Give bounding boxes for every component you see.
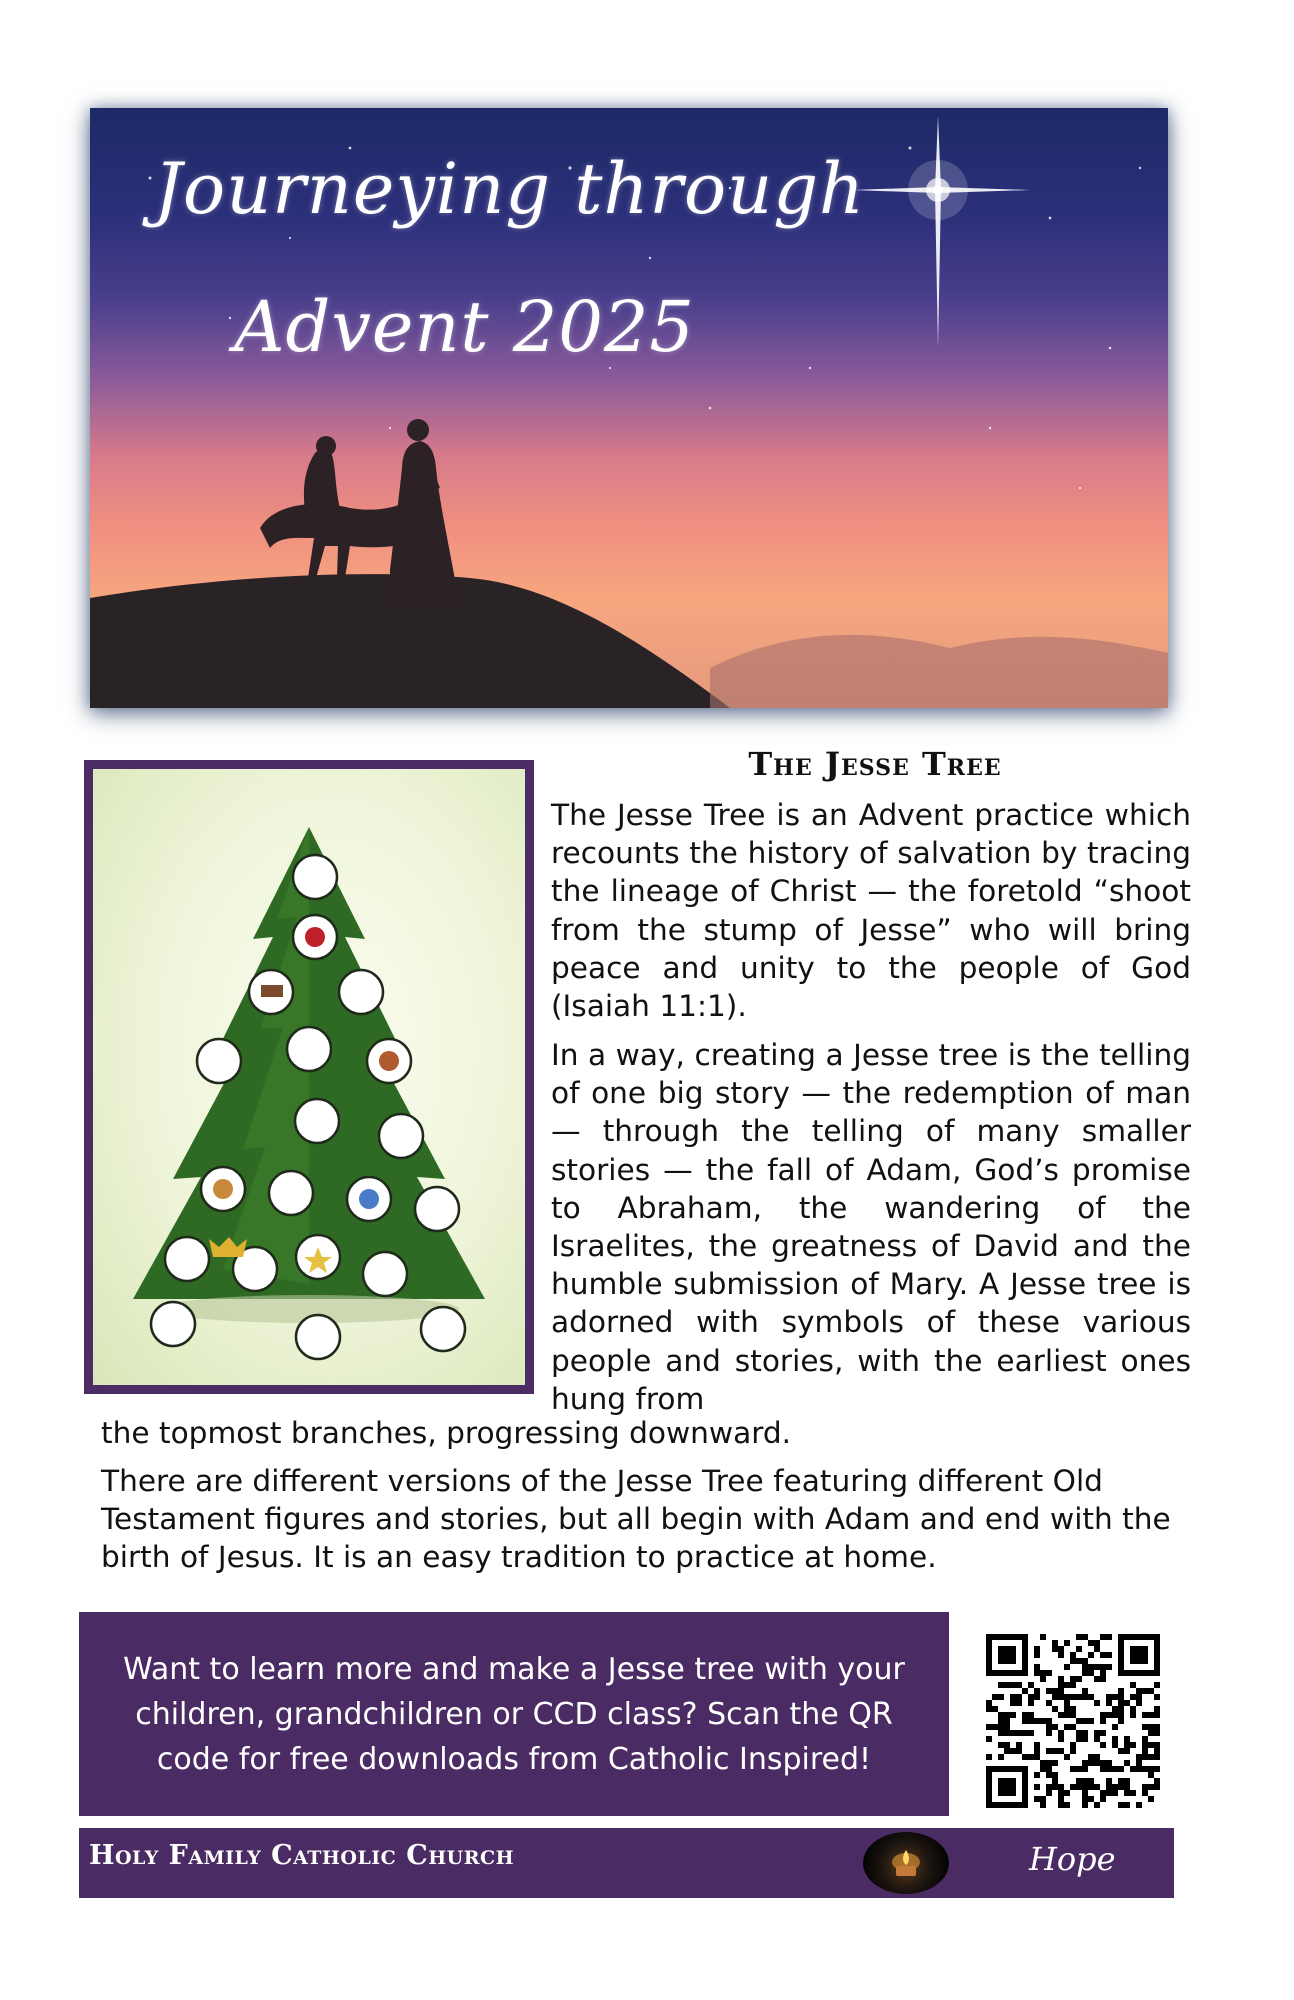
church-name: Holy Family Catholic Church <box>89 1840 515 1871</box>
cta-text: Want to learn more and make a Jesse tree with your children, grandchildren or CCD class? Scan the QR code for free downloads from Catholic Inspired! <box>123 1651 905 1777</box>
article-paragraph-2-end: the topmost branches, progressing downward. <box>101 1416 792 1450</box>
star-icon <box>852 116 1030 348</box>
article-paragraph-1: The Jesse Tree is an Advent practice which recounts the history of salvation by tracing the lineage of Christ — the foretold “shoot from the stump of Jesse” who will bring peace and unity to the people of God (Isaiah 11:1). <box>551 798 1191 1024</box>
qr-code-graphic <box>986 1634 1160 1808</box>
hero-title-line2: Advent 2025 <box>234 286 695 368</box>
tree-ornament-icon <box>93 769 525 1385</box>
candle-icon <box>863 1832 949 1894</box>
article-title: The Jesse Tree <box>748 745 1002 783</box>
qr-code-icon[interactable] <box>986 1634 1160 1808</box>
article-paragraph-2: In a way, creating a Jesse tree is the telling of one big story — the redemption of man — through the telling of many smaller stories — the fall of Adam, God’s promise to Abraham, the wandering of the Israelites, the greatness of David and the humble submission of Mary. A Jesse tree is adorned with symbols of these various people and stories, with the earliest ones hung from <box>551 1038 1191 1416</box>
article-paragraph-3: There are different versions of the Jesse Tree featuring different Old Testament figures and stories, but all begin with Adam and end with the birth of Jesus. It is an easy tradition to practice at home. <box>101 1464 1171 1575</box>
cta-box <box>79 1612 949 1816</box>
theme-word: Hope <box>1029 1840 1116 1878</box>
hero-banner <box>90 108 1168 708</box>
footer-bar <box>79 1828 1174 1898</box>
hero-title-line1: Journeying through <box>154 148 866 230</box>
jesse-tree-image <box>84 760 534 1394</box>
